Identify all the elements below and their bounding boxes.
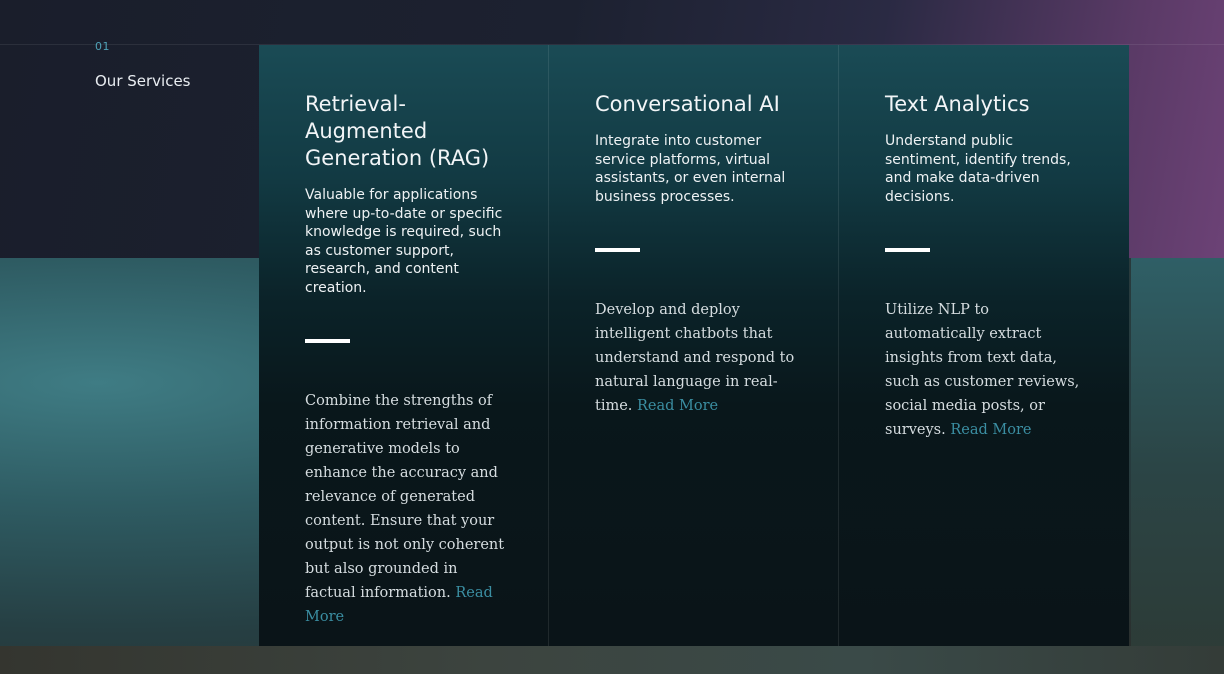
card-divider	[885, 248, 930, 252]
card-title: Retrieval-Augmented Generation (RAG)	[305, 92, 490, 170]
read-more-link[interactable]: Read More	[305, 585, 493, 625]
card-body	[885, 298, 1090, 442]
footer-strip	[0, 646, 1224, 674]
card-lead: Integrate into customer service platforms, virtual assistants, or even internal business processes.	[595, 133, 786, 205]
card-title: Conversational AI	[595, 92, 780, 116]
card-divider	[305, 339, 350, 343]
section-number: 01	[95, 40, 110, 53]
card-lead: Valuable for applications where up-to-date or specific knowledge is required, such as customer support, research, and content creation.	[305, 187, 503, 296]
card-body	[595, 298, 800, 418]
card-lead: Understand public sentiment, identify trends, and make data-driven decisions.	[885, 133, 1071, 205]
card-body-text: Develop and deploy intelligent chatbots that understand and respond to natural language in real-time.	[595, 302, 795, 414]
read-more-link[interactable]: Read More	[950, 422, 1032, 438]
lower-background-right	[1131, 258, 1224, 674]
card-body	[305, 389, 510, 629]
service-card-text-analytics	[839, 45, 1129, 646]
services-cards	[259, 45, 1131, 646]
section-title: Our Services	[95, 72, 191, 90]
service-card-rag	[259, 45, 549, 646]
card-body-text: Combine the strengths of information retrieval and generative models to enhance the accuracy and relevance of generated content. Ensure that your output is not only coherent but also grounded in factual information.	[305, 393, 505, 601]
service-card-conversational-ai	[549, 45, 839, 646]
card-body-text: Utilize NLP to automatically extract insights from text data, such as customer reviews, social media posts, or surveys.	[885, 302, 1080, 438]
card-divider	[595, 248, 640, 252]
card-title: Text Analytics	[885, 92, 1030, 116]
read-more-link[interactable]: Read More	[637, 398, 719, 414]
